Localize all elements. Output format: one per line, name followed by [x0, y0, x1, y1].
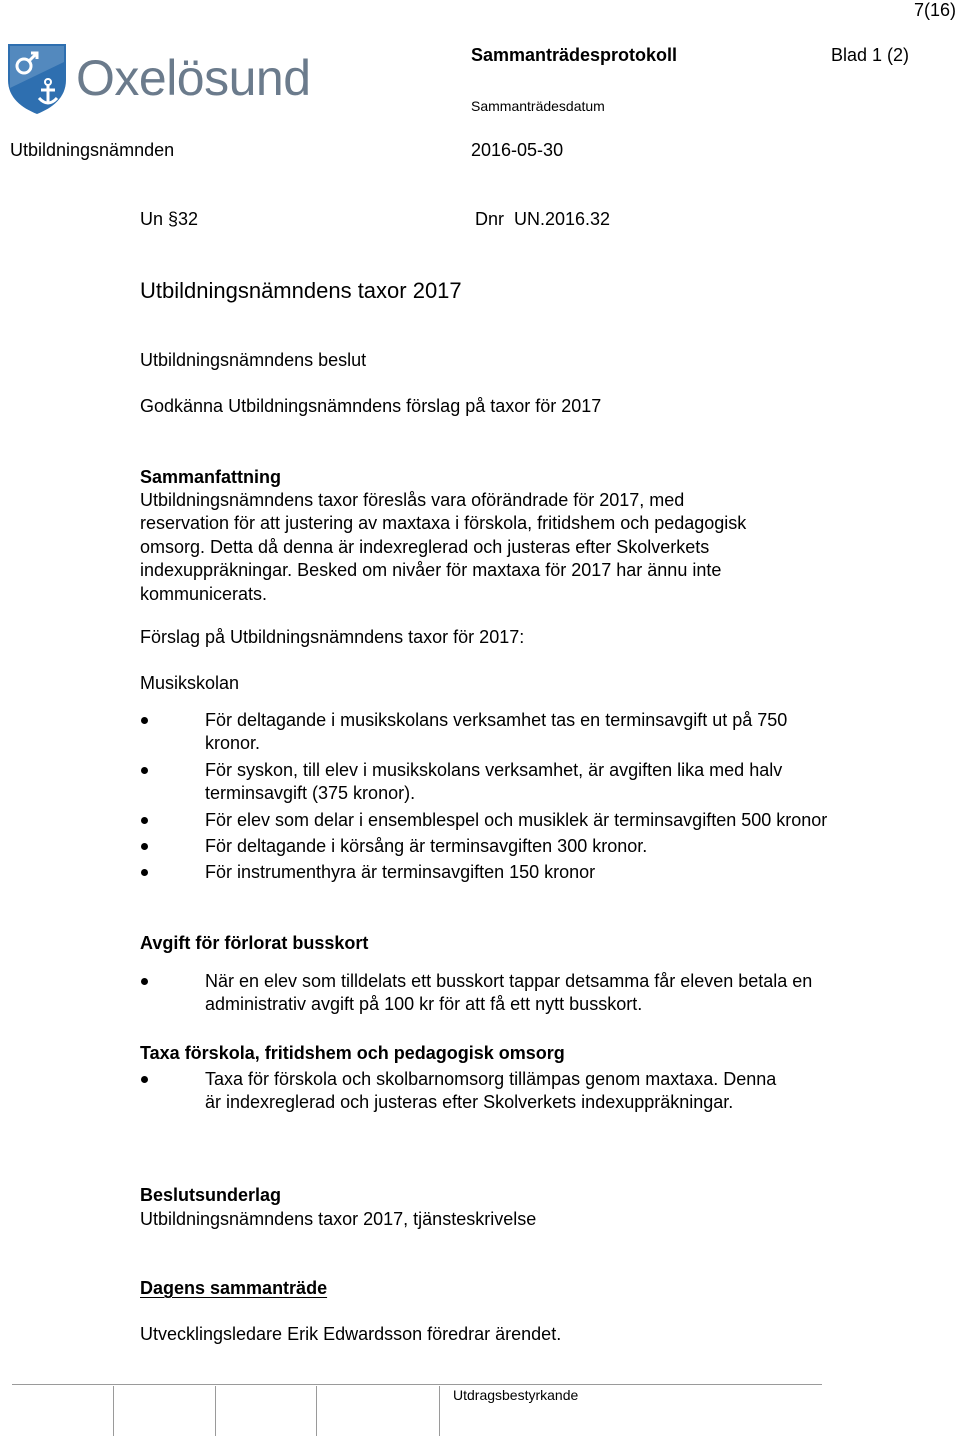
childcare-heading: Taxa förskola, fritidshem och pedagogisk omsorg — [140, 1043, 565, 1063]
oxelosund-shield-icon — [6, 42, 68, 116]
document-type: Sammanträdesprotokoll — [471, 45, 678, 65]
summary-line: omsorg. Detta då denna är indexreglerad och justeras efter Skolverkets — [140, 536, 710, 557]
footer-certification-label: Utdragsbestyrkande — [453, 1387, 579, 1403]
signature-box — [439, 1386, 440, 1436]
music-school-heading: Musikskolan — [140, 673, 240, 693]
proposal-intro: Förslag på Utbildningsnämndens taxor för 2017: — [140, 627, 525, 647]
basis-heading: Beslutsunderlag — [140, 1185, 282, 1205]
list-item: När en elev som tilldelats ett busskort tappar detsamma får eleven betala en administrativ avgift på 100 kr för att få ett nytt busskort. — [140, 970, 830, 1017]
meeting-date: 2016-05-30 — [471, 140, 564, 160]
music-school-list — [140, 709, 830, 885]
bus-card-list — [140, 970, 830, 1017]
registration-number: Dnr UN.2016.32 — [475, 209, 611, 229]
list-item: Taxa för förskola och skolbarnomsorg tillämpas genom maxtaxa. Denna är indexreglerad och justeras efter Skolverkets indexuppräkningar. — [140, 1068, 790, 1115]
summary-text — [140, 489, 830, 606]
page-title: Utbildningsnämndens taxor 2017 — [140, 278, 462, 303]
case-number: Un §32 — [140, 209, 199, 229]
list-item: För syskon, till elev i musikskolans verksamhet, är avgiften lika med halv terminsavgift (375 kronor). — [140, 759, 830, 806]
bus-card-heading: Avgift för förlorat busskort — [140, 933, 369, 953]
meeting-text: Utvecklingsledare Erik Edwardsson föredrar ärendet. — [140, 1324, 562, 1344]
summary-line: reservation för att justering av maxtaxa i förskola, fritidshem och pedagogisk — [140, 513, 747, 534]
summary-line: indexuppräkningar. Besked om nivåer för maxtaxa för 2017 har ännu inte — [140, 560, 722, 581]
board-name: Utbildningsnämnden — [10, 140, 175, 160]
summary-heading: Sammanfattning — [140, 467, 282, 487]
page-counter: 7(16) — [913, 0, 956, 20]
childcare-list — [140, 1068, 790, 1115]
logo-wordmark: Oxelösund — [76, 50, 311, 106]
list-item: För deltagande i musikskolans verksamhet tas en terminsavgift ut på 750 kronor. — [140, 709, 830, 756]
decision-text: Godkänna Utbildningsnämndens förslag på taxor för 2017 — [140, 396, 602, 416]
basis-text: Utbildningsnämndens taxor 2017, tjänsteskrivelse — [140, 1209, 537, 1229]
summary-line: Utbildningsnämndens taxor föreslås vara oförändrade för 2017, med — [140, 490, 685, 510]
summary-line: kommunicerats. — [140, 583, 268, 604]
signature-box — [215, 1386, 216, 1436]
municipality-logo — [6, 42, 324, 118]
decision-heading: Utbildningsnämndens beslut — [140, 350, 367, 370]
list-item: För deltagande i körsång är terminsavgiften 300 kronor. — [140, 835, 830, 858]
signature-box — [316, 1386, 317, 1436]
meeting-heading: Dagens sammanträde — [140, 1278, 328, 1298]
list-item: För instrumenthyra är terminsavgiften 150 kronor — [140, 861, 830, 884]
list-item: För elev som delar i ensemblespel och musiklek är terminsavgiften 500 kronor — [140, 809, 830, 832]
meeting-date-label: Sammanträdesdatum — [471, 98, 605, 114]
sheet-number: Blad 1 (2) — [831, 45, 910, 65]
signature-box — [113, 1386, 114, 1436]
footer-divider — [12, 1384, 822, 1385]
